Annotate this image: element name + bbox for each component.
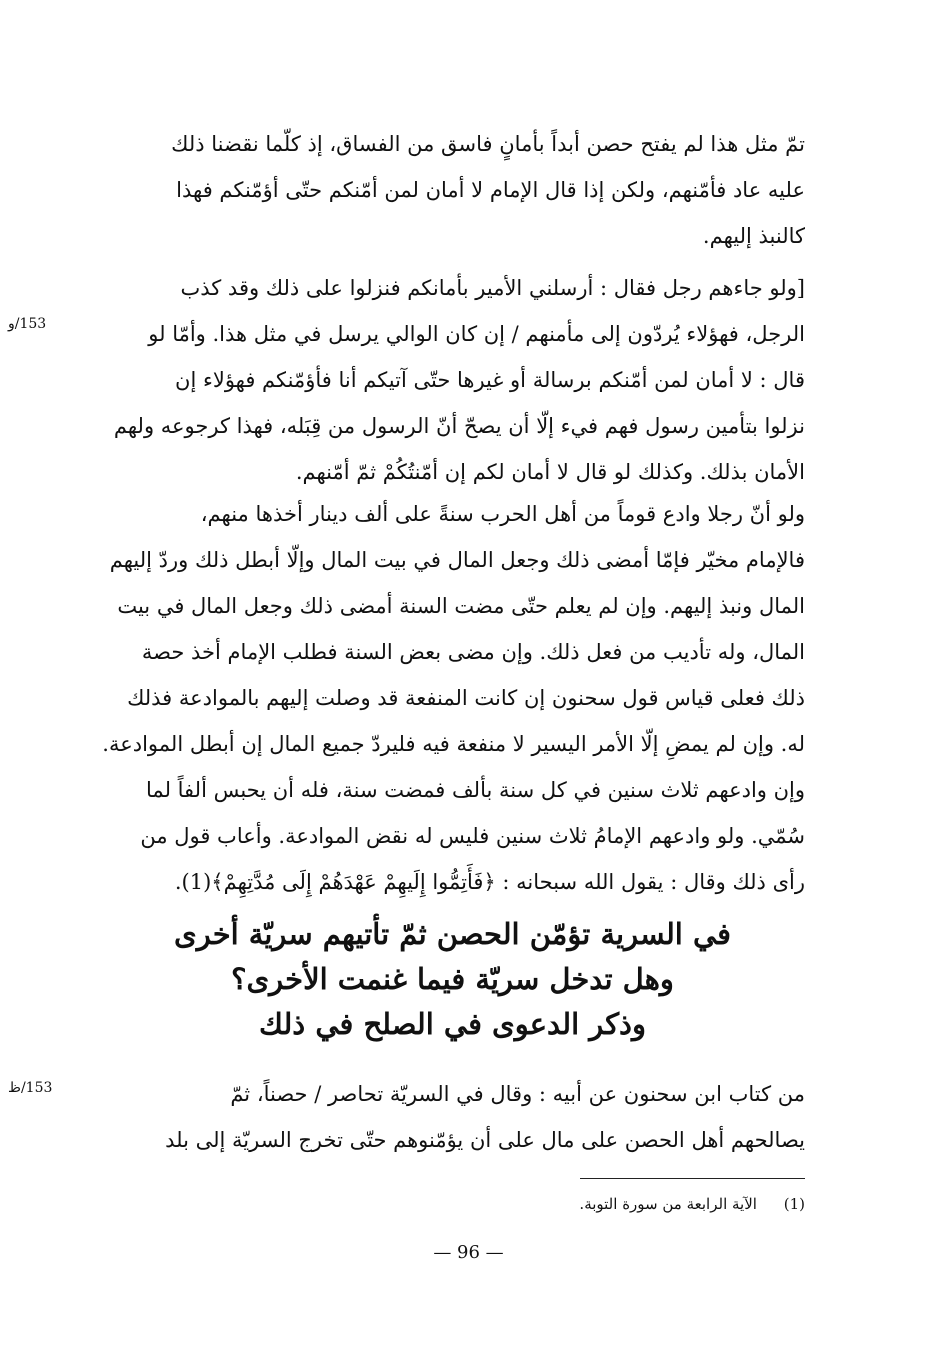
- text-line: من كتاب ابن سحنون عن أبيه : وقال في السريّة تحاصر / حصناً، ثمّ: [230, 1082, 805, 1106]
- heading-line: في السرية تؤمّن الحصن ثمّ تأتيهم سريّة أخرى: [174, 917, 731, 951]
- paragraph-4: [100, 1071, 805, 1163]
- footnote: [300, 1190, 805, 1218]
- text-line: وإن وادعهم ثلاث سنين في كل سنة بألف فمضت سنة، فله أن يحبس ألفاً لما: [146, 778, 805, 802]
- footnote-separator: [580, 1178, 805, 1179]
- text-line: كالنبذ إليهم.: [702, 224, 805, 248]
- text-line: سُمّي. ولو وادعهم الإمامُ ثلاث سنين فليس له نقض الموادعة. وأعاب قول من: [140, 824, 805, 848]
- text-line: تمّ مثل هذا لم يفتح حصن أبداً بأمانٍ فاسق من الفساق، إذ كلّما نقضنا ذلك: [171, 132, 805, 156]
- paragraph-3: [100, 491, 805, 905]
- text-line: يصالحهم أهل الحصن على مال على أن يؤمّنوهم حتّى تخرج السريّة إلى بلد: [165, 1128, 805, 1152]
- text-line: ولو أنّ رجلا وادع قوماً من أهل الحرب سنةً على ألف دينار أخذها منهم،: [200, 502, 805, 526]
- page-number: — 96 —: [433, 1242, 504, 1263]
- text-line: [ولو جاءهم رجل فقال : أرسلني الأمير بأمانكم فنزلوا على ذلك وقد كذب: [180, 276, 805, 300]
- text-line: نزلوا بتأمين رسول فهم فيء إلّا أن يصحّ أنّ الرسول من قِبَله، فهذا كرجوعه ولهم: [113, 414, 805, 438]
- text-line: الأمان بذلك. وكذلك لو قال لا أمان لكم إن أمّنتُكُمْ ثمّ أمّنهم.: [295, 460, 805, 484]
- text-line: رأى ذلك وقال : يقول الله سبحانه : ﴿فَأَتِمُّوا إِلَيهِمْ عَهْدَهُمْ إِلَى مُدَّتِهِمْ﴾(1).: [174, 870, 805, 894]
- text-line: المال ونبذ إليهم. وإن لم يعلم حتّى مضت السنة أمضى ذلك وجعل المال في بيت: [117, 594, 805, 618]
- text-line: قال : لا أمان لمن أمّنكم برسالة أو غيرها حتّى آتيكم أنا فأؤمّنكم فهؤلاء إن: [175, 368, 805, 392]
- section-heading: [100, 912, 805, 1047]
- paragraph-1: [100, 121, 805, 259]
- heading-line: وهل تدخل سريّة فيما غنمت الأخرى؟: [231, 962, 674, 996]
- margin-folio-note: 153/و: [8, 316, 47, 332]
- text-line: الرجل، فهؤلاء يُردّون إلى مأمنهم / إن كان الوالي يرسل في مثل هذا. وأمّا لو: [148, 322, 805, 346]
- text-line: فالإمام مخيّر فإمّا أمضى ذلك وجعل المال في بيت المال وإلّا أبطل ذلك وردّ إليهم: [109, 548, 805, 572]
- text-line: ذلك فعلى قياس قول سحنون إن كانت المنفعة قد وصلت إليهم بالموادعة فذلك: [127, 686, 805, 710]
- margin-folio-note: 153/ظ: [8, 1080, 53, 1096]
- paragraph-2: [100, 265, 805, 495]
- text-line: عليه عاد فأمّنهم، ولكن إذا قال الإمام لا أمان لمن أمّنكم حتّى أؤمّنكم فهذا: [176, 178, 805, 202]
- footnote-number: (1): [783, 1195, 805, 1213]
- heading-line: وذكر الدعوى في الصلح في ذلك: [259, 1007, 646, 1041]
- footnote-text: الآية الرابعة من سورة التوبة.: [579, 1195, 757, 1213]
- text-line: المال، وله تأديب من فعل ذلك. وإن مضى بعض السنة فطلب الإمام أخذ حصة: [141, 640, 805, 664]
- text-line: له. وإن لم يمضِ إلّا الأمر اليسير لا منفعة فيه فليردّ جميع المال إن أبطل الموادعة.: [102, 732, 805, 756]
